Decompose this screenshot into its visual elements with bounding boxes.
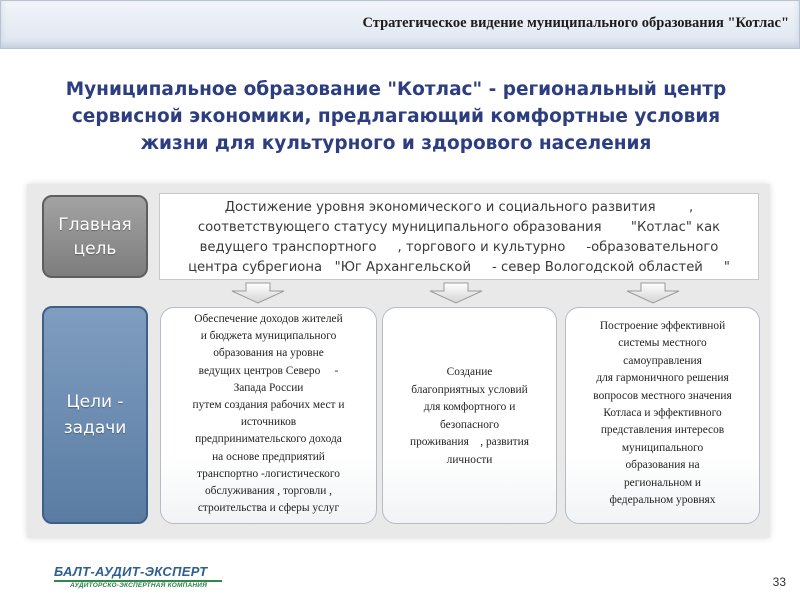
down-arrow-icon	[228, 282, 288, 304]
task-line: Создание	[446, 366, 493, 378]
task-line: Обеспечение доходов жителей	[194, 313, 343, 325]
vision-headline	[36, 76, 756, 157]
task-line: Запада России	[233, 381, 304, 394]
task-line: Построение эффективной	[599, 320, 726, 332]
logo-name: БАЛТ-АУДИТ-ЭКСПЕРТ	[54, 564, 208, 579]
headline-line: Муниципальное образование "Котлас" - региональный центр	[65, 79, 727, 100]
main-goal-text-box	[159, 193, 759, 280]
task-line: ведущих центров Северо -	[198, 364, 339, 377]
company-logo	[54, 564, 229, 594]
down-arrow-icon	[623, 282, 683, 304]
task-line: обслуживания , торговли ,	[204, 485, 332, 498]
task-line: представления интересов	[600, 424, 725, 437]
slide-title: Стратегическое видение муниципального образования "Котлас"	[362, 15, 789, 31]
task-line: строительства и сферы услуг	[197, 502, 340, 515]
headline-line: жизни для культурного и здорового населения	[140, 133, 652, 154]
main-goal-line: соответствующего статусу муниципального образования "Котлас" как	[197, 220, 721, 235]
task-line: благоприятных условий	[411, 383, 528, 396]
task-box-living-conditions	[382, 307, 557, 524]
page-number: 33	[772, 575, 786, 589]
task-line: для гармоничного решения	[596, 372, 729, 385]
task-line: для комфортного и	[423, 401, 516, 413]
task-box-income	[160, 307, 377, 524]
task-line: на основе предприятий	[212, 450, 325, 463]
task-line: источников	[240, 416, 297, 429]
task-line: вопросов местного значения	[593, 389, 732, 402]
task-line: и бюджета муниципального	[200, 330, 337, 343]
main-goal-label-line: цель	[73, 238, 117, 259]
task-line: образования на уровне	[213, 347, 324, 360]
task-box-self-government	[565, 307, 760, 524]
task-line: Котласа и эффективного	[603, 407, 722, 420]
tasks-label	[42, 306, 148, 524]
task-line: путем создания рабочих мест и	[192, 399, 345, 412]
logo-subtitle: АУДИТОРСКО-ЭКСПЕРТНАЯ КОМПАНИЯ	[70, 582, 208, 589]
task-line: проживания , развития	[409, 436, 529, 448]
task-line: муниципального	[621, 441, 704, 454]
task-line: региональном и	[623, 476, 702, 489]
main-goal-label	[42, 195, 148, 278]
title-bar	[0, 0, 800, 49]
main-goal-line: Достижение уровня экономического и социального развития ,	[224, 200, 694, 215]
main-goal-line: ведущего транспортного , торгового и культурно -образовательного	[199, 240, 719, 255]
down-arrow-icon	[426, 282, 486, 304]
task-line: личности	[446, 453, 493, 466]
task-line: образования на	[625, 459, 700, 472]
task-line: системы местного	[618, 337, 707, 350]
tasks-label-line: Цели -	[66, 392, 124, 412]
main-goal-line: центра субрегиона "Юг Архангельской - север Вологодской областей "	[188, 260, 730, 275]
task-line: безопасного	[439, 418, 500, 431]
task-line: предпринимательского дохода	[195, 433, 342, 446]
tasks-label-line: задачи	[63, 418, 127, 438]
task-line: самоуправления	[623, 354, 702, 367]
task-line: транспортно -логистического	[197, 467, 340, 480]
main-goal-label-line: Главная	[58, 214, 132, 235]
headline-line: сервисной экономики, предлагающий комфортные условия	[71, 106, 721, 127]
task-line: федеральном уровнях	[609, 494, 716, 507]
